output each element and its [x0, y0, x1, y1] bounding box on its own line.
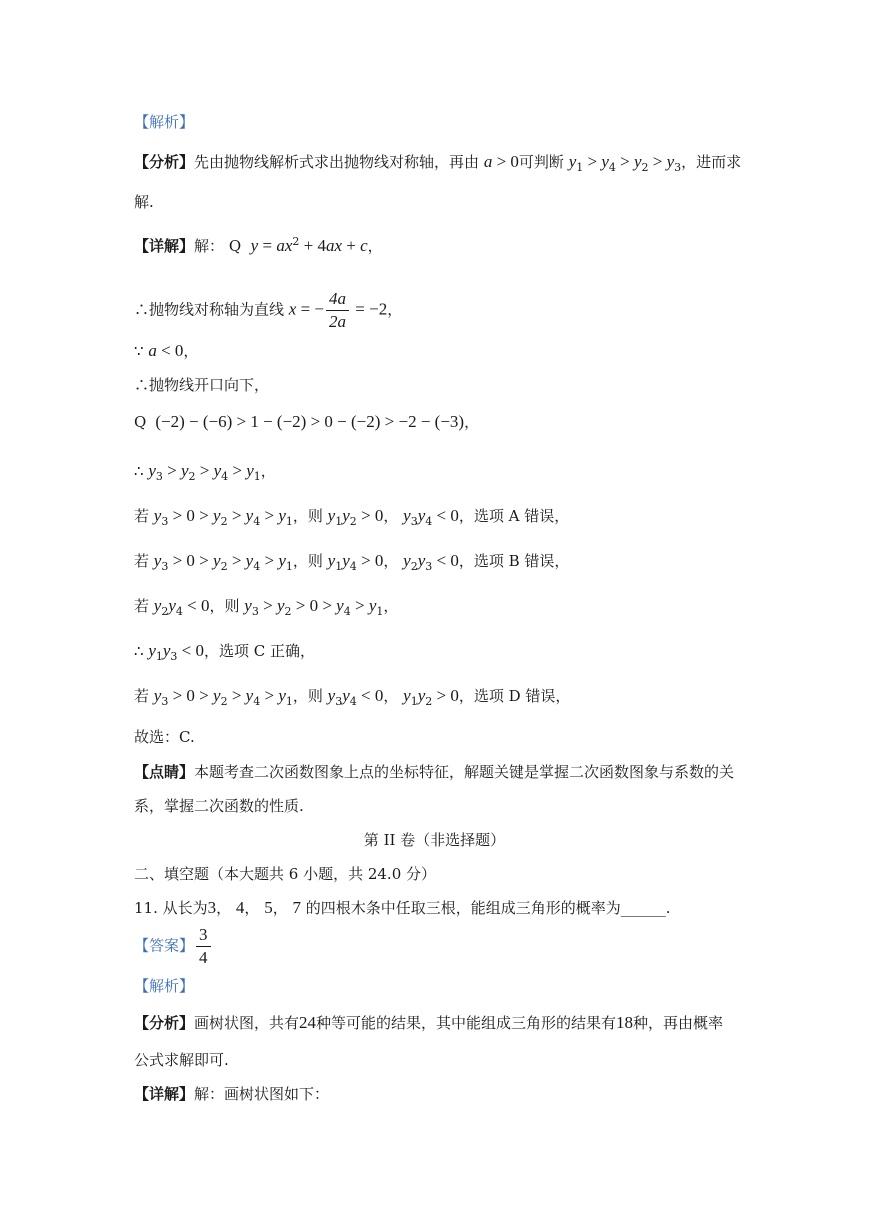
option-a-verdict: 选项 A 错误，	[473, 507, 570, 525]
question-prefix: 11. 从长为	[134, 899, 208, 917]
then-word: 则	[307, 552, 323, 570]
question-11: 11. 从长为3， 4， 5， 7 的四根木条中任取三根，能组成三角形的概率为______.	[134, 898, 671, 917]
option-c-verdict: 选项 C 正确，	[219, 642, 316, 660]
analysis-tag-2: 【分析】	[134, 1014, 195, 1032]
axis-text: ∴抛物线对称轴为直线	[134, 300, 285, 319]
total-outcomes: 24	[299, 1013, 317, 1032]
if-word: 若	[134, 687, 150, 705]
remark-paragraph	[134, 762, 734, 782]
answer-tag: 【答案】	[134, 936, 195, 955]
detail-line-compare: Q (−2) − (−6) > 1 − (−2) > 0 − (−2) > −2 − (−3)，	[134, 412, 480, 431]
detail-line-1: 【详解】解： Q $y = ax^2 + 4ax + c$，	[134, 235, 383, 255]
answer-line	[134, 924, 213, 969]
analysis-heading-2: 【解析】	[134, 977, 195, 995]
since-symbol: ∵	[134, 342, 144, 360]
analysis-heading: 【解析】	[134, 113, 195, 131]
axis-fraction: $\frac{4a}{2a}$	[326, 288, 349, 333]
analysis-tag: 【分析】	[134, 153, 195, 171]
section-title: 第 II 卷（非选择题）	[363, 831, 506, 849]
if-word: 若	[134, 597, 150, 615]
analysis2-text-c: 种，再由概率	[633, 1014, 724, 1032]
analysis-text-mid: 可判断	[518, 153, 564, 171]
final-choice: 故选：C.	[134, 728, 195, 746]
option-d-verdict: 选项 D 错误，	[473, 687, 571, 705]
therefore-symbol: ∴	[134, 462, 144, 480]
remark-tag: 【点睛】	[134, 763, 195, 781]
remark-continuation: 系，掌握二次函数的性质.	[134, 797, 304, 815]
analysis-continuation: 解.	[134, 193, 154, 211]
detail-tag-2: 【详解】	[134, 1085, 195, 1103]
analysis-paragraph-2	[134, 1013, 723, 1033]
detail-line-a-negative: ∵ a < 0，	[134, 341, 199, 360]
case-c-premise: 若 $y_2y_4 < 0$，则 $y_3 > y_2 > 0 > y_4 > y_1$，	[134, 596, 399, 618]
analysis2-text-a: 画树状图，共有	[194, 1014, 300, 1032]
if-word: 若	[134, 507, 150, 525]
analysis-paragraph: 【分析】先由抛物线解析式求出抛物线对称轴，再由 a > 0可判断 $y_1 > y_4 > y_2 > y_3$，进而求	[134, 152, 742, 174]
analysis-text-end: ，进而求	[681, 153, 742, 171]
detail-text-2: 解：画树状图如下：	[194, 1085, 330, 1103]
case-b: 若 $y_3 > 0 > y_2 > y_4 > y_1$，则 $y_1y_4 > 0$， $y_2y_3 < 0$，选项 B 错误，	[134, 551, 570, 573]
therefore-symbol: ∴	[134, 642, 144, 660]
then-word: 则	[307, 687, 323, 705]
case-a: 若 $y_3 > 0 > y_2 > y_4 > y_1$，则 $y_1y_2 > 0$， $y_3y_4 < 0$，选项 A 错误，	[134, 506, 570, 528]
case-d: 若 $y_3 > 0 > y_2 > y_4 > y_1$，则 $y_3y_4 < 0$， $y_1y_2 > 0$，选项 D 错误，	[134, 686, 571, 708]
remark-text: 本题考查二次函数图象上点的坐标特征，解题关键是掌握二次函数图象与系数的关	[194, 763, 735, 781]
analysis-continuation-2: 公式求解即可.	[134, 1051, 229, 1069]
answer-fraction: $\frac{3}{4}$	[196, 924, 211, 969]
triangle-outcomes: 18	[616, 1013, 634, 1032]
detail-tag: 【详解】	[134, 237, 195, 255]
option-b-verdict: 选项 B 错误，	[473, 552, 570, 570]
detail-line-order: ∴ $y_3 > y_2 > y_4 > y_1$，	[134, 461, 276, 483]
then-word: 则	[307, 507, 323, 525]
question-suffix: 的四根木条中任取三根，能组成三角形的概率为______.	[305, 899, 671, 917]
part-title: 二、填空题（本大题共 6 小题，共 24.0 分）	[134, 865, 437, 883]
because-symbol: Q	[134, 413, 147, 431]
detail-paragraph-2	[134, 1084, 329, 1104]
case-c: ∴ $y_1y_3 < 0$，选项 C 正确，	[134, 641, 316, 663]
because-symbol: Q	[228, 237, 242, 255]
detail-line-axis: ∴抛物线对称轴为直线 x = − $\frac{4a}{2a}$ = −2，	[134, 289, 403, 331]
analysis-text: 先由抛物线解析式求出抛物线对称轴，再由	[194, 153, 480, 171]
then-word: 则	[224, 597, 240, 615]
detail-line-open-down: ∴抛物线开口向下，	[134, 376, 270, 394]
if-word: 若	[134, 552, 150, 570]
detail-text: 解：	[194, 237, 225, 255]
analysis2-text-b: 种等可能的结果，其中能组成三角形的结果有	[316, 1014, 617, 1032]
